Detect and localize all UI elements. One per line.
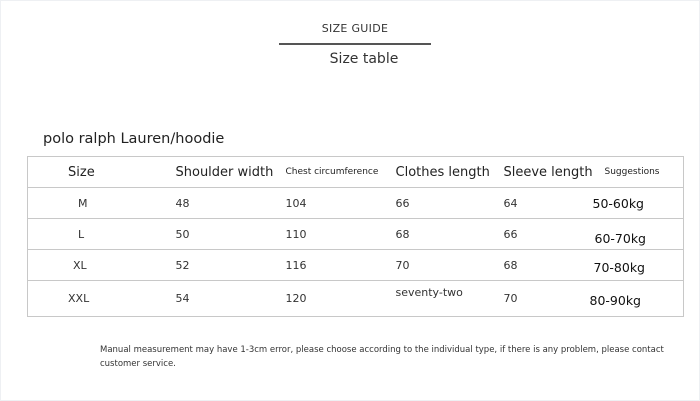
length-cell: 70 — [396, 250, 504, 281]
shoulder-cell: 50 — [176, 219, 286, 250]
chest-cell: 116 — [286, 250, 396, 281]
size-guide-title: SIZE GUIDE — [321, 22, 389, 35]
suggestion-cell — [589, 281, 684, 317]
product-name: polo ralph Lauren/hoodie — [43, 131, 225, 147]
shoulder-cell: 52 — [176, 250, 286, 281]
suggestion-text: 60-70kg — [594, 230, 646, 246]
size-table — [27, 156, 684, 317]
table-row — [28, 188, 684, 219]
suggestion-text: 70-80kg — [593, 259, 645, 275]
sleeve-cell: 70 — [504, 281, 597, 317]
column-header-suggestions: Suggestions — [597, 157, 684, 188]
measurement-note: Manual measurement may have 1-3cm error, please choose according to the individual type, if there is any problem, please contact customer service. — [100, 345, 664, 369]
suggestion-cell — [594, 219, 684, 250]
shoulder-cell: 48 — [176, 188, 286, 219]
column-header-shoulder-width: Shoulder width — [176, 157, 286, 188]
suggestion-text: 50-60kg — [592, 195, 644, 211]
size-cell: XXL — [28, 281, 176, 317]
chest-cell: 110 — [286, 219, 396, 250]
column-header-size: Size — [28, 157, 176, 188]
chest-cell: 120 — [286, 281, 396, 317]
column-header-chest-circumference: Chest circumference — [286, 157, 396, 188]
length-cell: 66 — [396, 188, 504, 219]
table-row — [28, 250, 684, 281]
table-row — [28, 281, 684, 317]
suggestion-cell — [592, 188, 684, 219]
size-cell: M — [28, 188, 176, 219]
sleeve-cell: 66 — [504, 219, 597, 250]
suggestion-text: 80-90kg — [589, 293, 641, 308]
column-header-clothes-length: Clothes length — [396, 157, 504, 188]
table-header-row — [28, 157, 684, 188]
size-cell: XL — [28, 250, 176, 281]
suggestion-cell — [593, 250, 684, 281]
size-cell: L — [28, 219, 176, 250]
column-header-sleeve-length: Sleeve length — [504, 157, 597, 188]
size-table-subtitle: Size table — [329, 51, 399, 67]
sleeve-cell: 68 — [504, 250, 597, 281]
sleeve-cell: 64 — [504, 188, 597, 219]
title-underline — [279, 43, 431, 45]
table-row — [28, 219, 684, 250]
length-cell: seventy-two — [396, 281, 504, 317]
length-cell: 68 — [396, 219, 504, 250]
shoulder-cell: 54 — [176, 281, 286, 317]
chest-cell: 104 — [286, 188, 396, 219]
